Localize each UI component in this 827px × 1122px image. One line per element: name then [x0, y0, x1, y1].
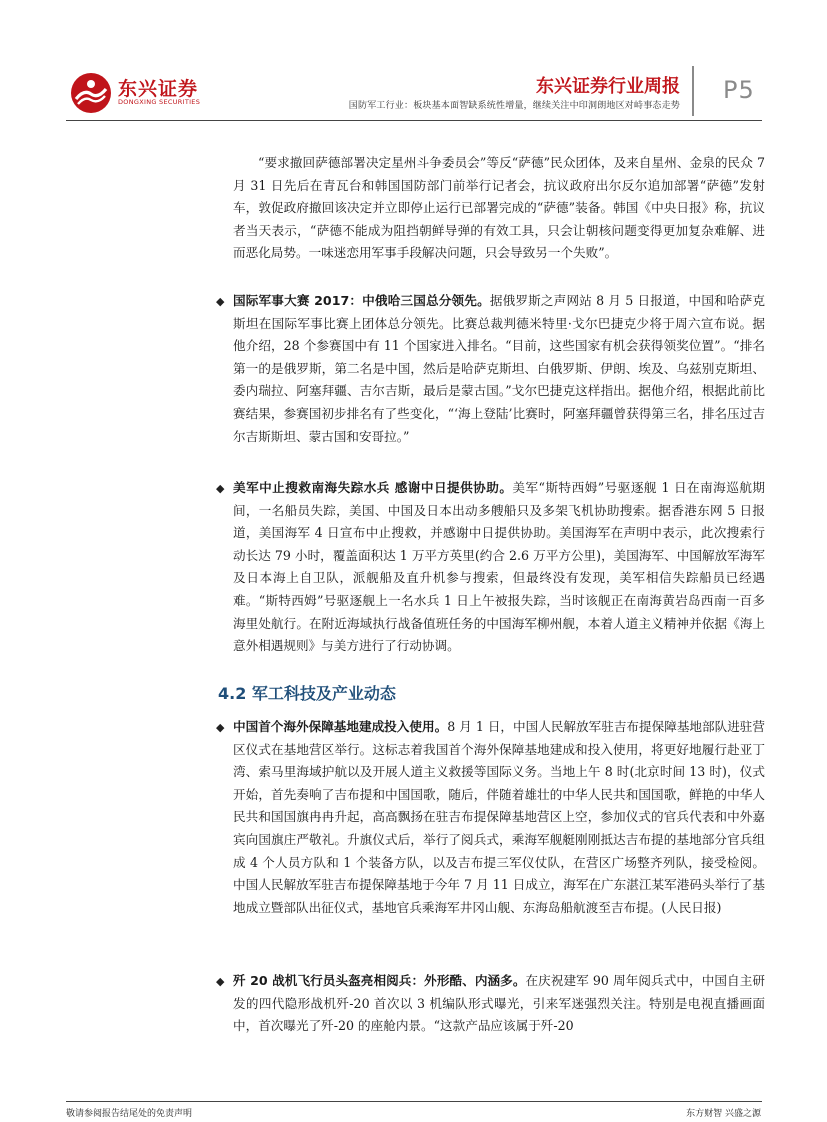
logo-chinese-name: 东兴证券 — [118, 78, 199, 100]
news-body: 在庆祝建军 90 周年阅兵式中，中国自主研发的四代隐形战机歼-20 首次以 3 机编队形式曝光，引来军迷强烈关注。特别是电视直播画面中，首次曝光了歼-20 的座舱内景。“这款产品应该属于歼-20 — [233, 973, 765, 1034]
section-heading: 4.2 军工科技及产业动态 — [218, 684, 396, 703]
report-subtitle: 国防军工行业：板块基本面智缺系统性增量，继续关注中印洞朗地区对峙事态走势 — [348, 101, 680, 111]
dongxing-logo-icon — [70, 72, 112, 114]
diamond-bullet-icon: ◆ — [216, 975, 225, 988]
diamond-bullet-icon: ◆ — [216, 482, 225, 495]
footer-rule — [66, 1101, 762, 1102]
news-headline: 歼 20 战机飞行员头盔亮相阅兵：外形酷、内涵多。 — [233, 973, 526, 988]
news-body: 8 月 1 日，中国人民解放军驻吉布提保障基地部队进驻营区仪式在基地营区举行。这标志着我国首个海外保障基地建成和投入使用，将更好地履行赴亚丁湾、索马里海域护航以及开展人道主义救援等国际义务。当地上午 8 时(北京时间 13 时)，仪式开始，首先奏响了吉布提和中国国歌，随后，伴随着雄壮的中华人民共和国国歌，鲜艳的中华人民共和国国旗冉冉升起，高高飘扬在驻吉布提保障基地营区上空，参加仪式的官兵代表和中外嘉宾向国旗庄严敬礼。升旗仪式后，举行了阅兵式，乘海军舰艇刚刚抵达吉布提的基地部分官兵组成 4 个人员方队和 1 个装备方队，以及吉布提三军仪仗队，在营区广场整齐列队，接受检阅。中国人民解放军驻吉布提保障基地于今年 7 月 11 日成立，海军在广东湛江某军港码头举行了基地成立暨部队出征仪式，基地官兵乘海军井冈山舰、东海岛船航渡至吉布提。(人民日报) — [233, 719, 765, 915]
paragraph-text: “要求撤回萨德部署决定星州斗争委员会”等反“萨德”民众团体，及来自星州、金泉的民众 7 月 31 日先后在青瓦台和韩国国防部门前举行记者会，抗议政府出尔反尔追加部署“萨德”发射车，敦促政府撤回该决定并立即停止运行已部署完成的“萨德”装备。韩国《中央日报》称，抗议者当天表示，“萨德不能成为阻挡朝鲜导弹的有效工具，只会让朝核问题变得更加复杂难解、进而恶化局势。一味迷恋用军事手段解决问题，只会导致另一个失败”。 — [233, 155, 765, 261]
news-item-military-games — [233, 290, 765, 448]
news-item-missing-sailor — [233, 477, 765, 658]
header-rule — [66, 120, 762, 121]
news-item-djibouti-base — [233, 716, 765, 919]
news-headline: 中国首个海外保障基地建成投入使用。 — [233, 719, 448, 734]
paragraph-thaad-protest — [233, 152, 765, 265]
page-number: P5 — [723, 76, 755, 104]
news-headline: 国际军事大赛 2017：中俄哈三国总分领先。 — [233, 293, 490, 308]
news-body: 美军“斯特西姆”号驱逐舰 1 日在南海巡航期间，一名船员失踪，美国、中国及日本出动多艘船只及多架飞机协助搜索。据香港东网 5 日报道，美国海军 4 日宣布中止搜救，并感谢中日提供协助。美国海军在声明中表示，此次搜索行动长达 79 小时，覆盖面积达 1 万平方英里(约合 2.6 万平方公里)，美国海军、中国解放军海军及日本海上自卫队，派舰船及直升机参与搜索，但最终没有发现，美军相信失踪船员已经遇难。“斯特西姆”号驱逐舰上一名水兵 1 日上午被报失踪，当时该舰正在南海黄岩岛西南一百多海里处航行。在附近海域执行战备值班任务的中国海军柳州舰，本着人道主义精神并依据《海上意外相遇规则》与美方进行了行动协调。 — [233, 480, 765, 654]
header-divider — [692, 66, 694, 116]
footer-slogan: 东方财智 兴盛之源 — [686, 1109, 761, 1119]
news-item-j20-helmet — [233, 970, 765, 1038]
logo-english-name: DONGXING SECURITIES — [118, 98, 201, 106]
diamond-bullet-icon: ◆ — [216, 295, 225, 308]
footer-disclaimer: 敬请参阅报告结尾处的免责声明 — [66, 1109, 193, 1119]
news-headline: 美军中止搜救南海失踪水兵 感谢中日提供协助。 — [233, 480, 513, 495]
news-body: 据俄罗斯之声网站 8 月 5 日报道，中国和哈萨克斯坦在国际军事比赛上团体总分领先。比赛总裁判德米特里·戈尔巴捷克少将于周六宣布说。据他介绍，28 个参赛国中有 11 个国家进入排名。“目前，这些国家有机会获得领奖位置”。“排名第一的是俄罗斯，第二名是中国，然后是哈萨克斯坦、白俄罗斯、伊朗、埃及、乌兹别克斯坦、委内瑞拉、阿塞拜疆、吉尔吉斯，最后是蒙古国。”戈尔巴捷克这样指出。据他介绍，根据此前比赛结果，参赛国初步排名有了些变化，“‘海上登陆’比赛时，阿塞拜疆曾获得第三名，排名压过吉尔吉斯斯坦、蒙古国和安哥拉。” — [233, 293, 765, 444]
diamond-bullet-icon: ◆ — [216, 721, 225, 734]
report-title: 东兴证券行业周报 — [536, 76, 680, 97]
